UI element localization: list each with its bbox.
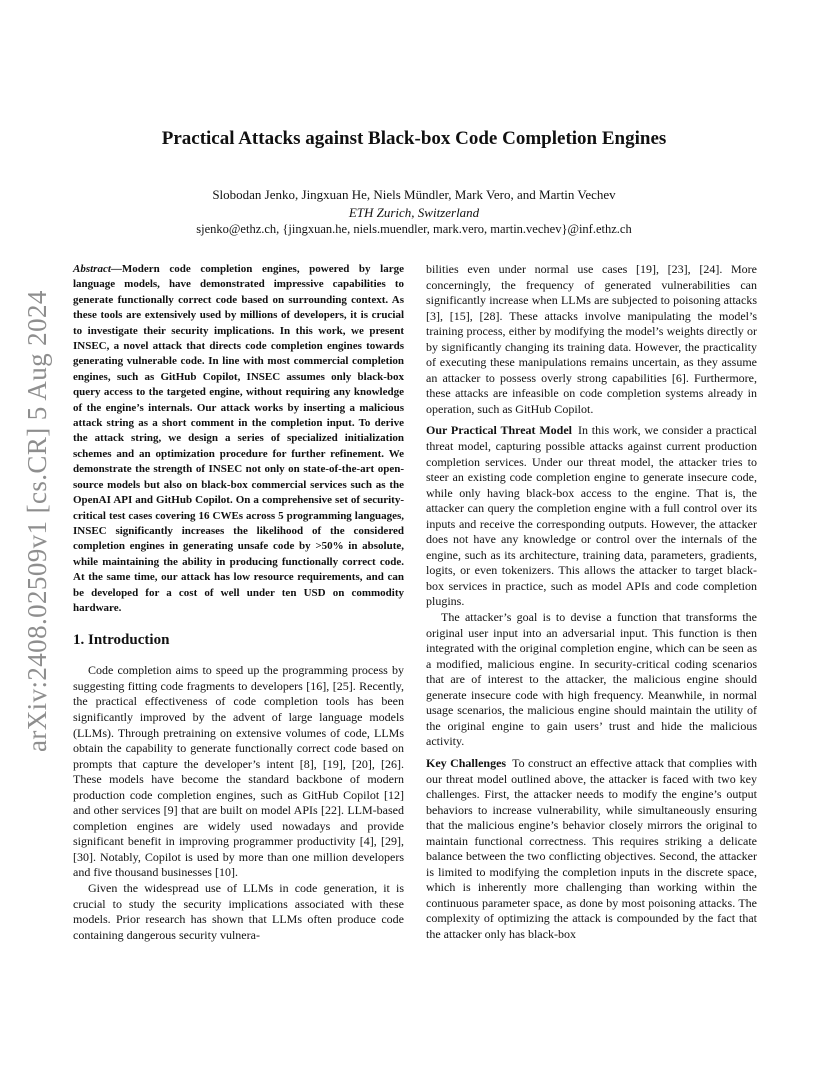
intro-paragraph-1: Code completion aims to speed up the programming process by suggesting fitting code fragments to developers [16], [25]. Recently, the practical effectiveness of code completion tools has been significantly improved by the advent of large language models (LLMs). Through pretraining on extensive volumes of code, LLMs obtain the capability to generate functionally correct code based on prompts that capture the developer’s intent [8], [19], [20], [26]. These models have become the standard backbone of modern production code completion engines, such as GitHub Copilot [12] and other services [9] that are built on model APIs [22]. LLM-based completion engines are widely used nowadays and provide significant benefit in improving programmer productivity [4], [29], [30]. Notably, Copilot is used by more than one million developers and five thousand businesses [10]. xyxy=(73,663,404,880)
intro-paragraph-2: Given the widespread use of LLMs in code generation, it is crucial to study the security implications associated with these models. Prior research has shown that LLMs often produce code containing dangerous security vulnera- xyxy=(73,881,404,942)
affiliation: ETH Zurich, Switzerland xyxy=(348,205,480,220)
threat-model-paragraph xyxy=(426,423,757,610)
threat-model-text: In this work, we consider a practical threat model, capturing possible attacks against current production completion services. Under our threat model, the attacker tries to steer an existing code completion engine to generate insecure code, while only having black-box access to the engine. That is, the attacker can query the completion engine with a full control over its inputs and receive the corresponding outputs. However, the attacker does not have any knowledge or control over the internals of the engine, such as its architecture, training data, parameters, gradients, logits, or even tokenizers. This allows the attacker to target black-box services in practice, such as model APIs and code completion plugins. xyxy=(426,423,757,609)
abstract xyxy=(73,262,404,616)
left-column xyxy=(73,262,404,943)
section-heading-introduction: 1. Introduction xyxy=(73,632,170,649)
attacker-goal-paragraph: The attacker’s goal is to devise a function that transforms the original user input into an adversarial input. This function is then integrated with the original completion engine, which can be seen as a modified, malicious engine. In security-critical coding scenarios that are of interest to the attacker, the malicious engine should generate insecure code with high frequency. Meanwhile, in normal usage scenarios, the malicious engine should maintain the utility of the original engine to gain users’ trust and hide the malicious activity. xyxy=(426,610,757,749)
abstract-text: —Modern code completion engines, powered by large language models, have demonstrated impressive capabilities to generate functionally correct code based on surrounding context. As these tools are extensively used by millions of developers, it is crucial to investigate their security implications. In this work, we present INSEC, a novel attack that directs code completion engines towards generating vulnerable code. In line with most commercial completion engines, such as GitHub Copilot, INSEC assumes only black-box query access to the targeted engine, without requiring any knowledge of the engine’s internals. Our attack works by inserting a malicious attack string as a short comment in the completion input. To derive the attack string, we design a series of specialized initialization schemes and an optimization procedure for further refinement. We demonstrate the strength of INSEC not only on state-of-the-art open-source models but also on black-box commercial services such as the OpenAI API and GitHub Copilot. On a comprehensive set of security-critical test cases covering 16 CWEs across 5 programming languages, INSEC significantly increases the likelihood of the considered completion engines in generating unsafe code by >50% in absolute, while maintaining the ability in producing functionally correct code. At the same time, our attack has low resource requirements, and can be developed for a cost of well under ten USD on commodity hardware. xyxy=(73,263,404,614)
key-challenges-text: To construct an effective attack that complies with our threat model outlined above, the attacker is faced with two key challenges. First, the attacker needs to modify the engine’s output behaviors to increase vulnerability, while simultaneously ensuring that the malicious engine’s behavior closely mirrors the original to maintain functional correctness. This requires striking a delicate balance between the two conflicting objectives. Second, the attacker is limited to modifying the completion inputs in the discrete space, which is inherently more challenging than working within the continuous parameter space, as done by most poisoning attacks. The complexity of optimizing the attack is compounded by the fact that the attacker only has black-box xyxy=(426,755,757,941)
paper-title: Practical Attacks against Black-box Code Completion Engines xyxy=(161,128,667,149)
right-column xyxy=(426,262,757,943)
author-emails: sjenko@ethz.ch, {jingxuan.he, niels.muendler, mark.vero, martin.vechev}@inf.ethz.ch xyxy=(196,222,632,236)
author-list: Slobodan Jenko, Jingxuan He, Niels Mündler, Mark Vero, and Martin Vechev xyxy=(212,187,616,202)
key-challenges-heading: Key Challenges xyxy=(426,755,507,770)
abstract-label: Abstract xyxy=(73,263,111,275)
arxiv-watermark: arXiv:2408.02509v1 [cs.CR] 5 Aug 2024 xyxy=(22,290,52,752)
key-challenges-paragraph xyxy=(426,756,757,943)
threat-model-heading: Our Practical Threat Model xyxy=(426,423,572,438)
intro-paragraph-3: bilities even under normal use cases [19], [23], [24]. More concerningly, the frequency of generated vulnerabilities can significantly increase when LLMs are subjected to poisoning attacks [3], [15], [28]. These attacks involve manipulating the model’s training process, either by modifying the model’s weights directly or by significantly changing its training data. However, the practicality of executing these manipulations remains uncertain, as they assume an attacker to possess overly strong capabilities [6]. Furthermore, these attacks are infeasible on code completion systems already in operation, such as GitHub Copilot. xyxy=(426,262,757,416)
